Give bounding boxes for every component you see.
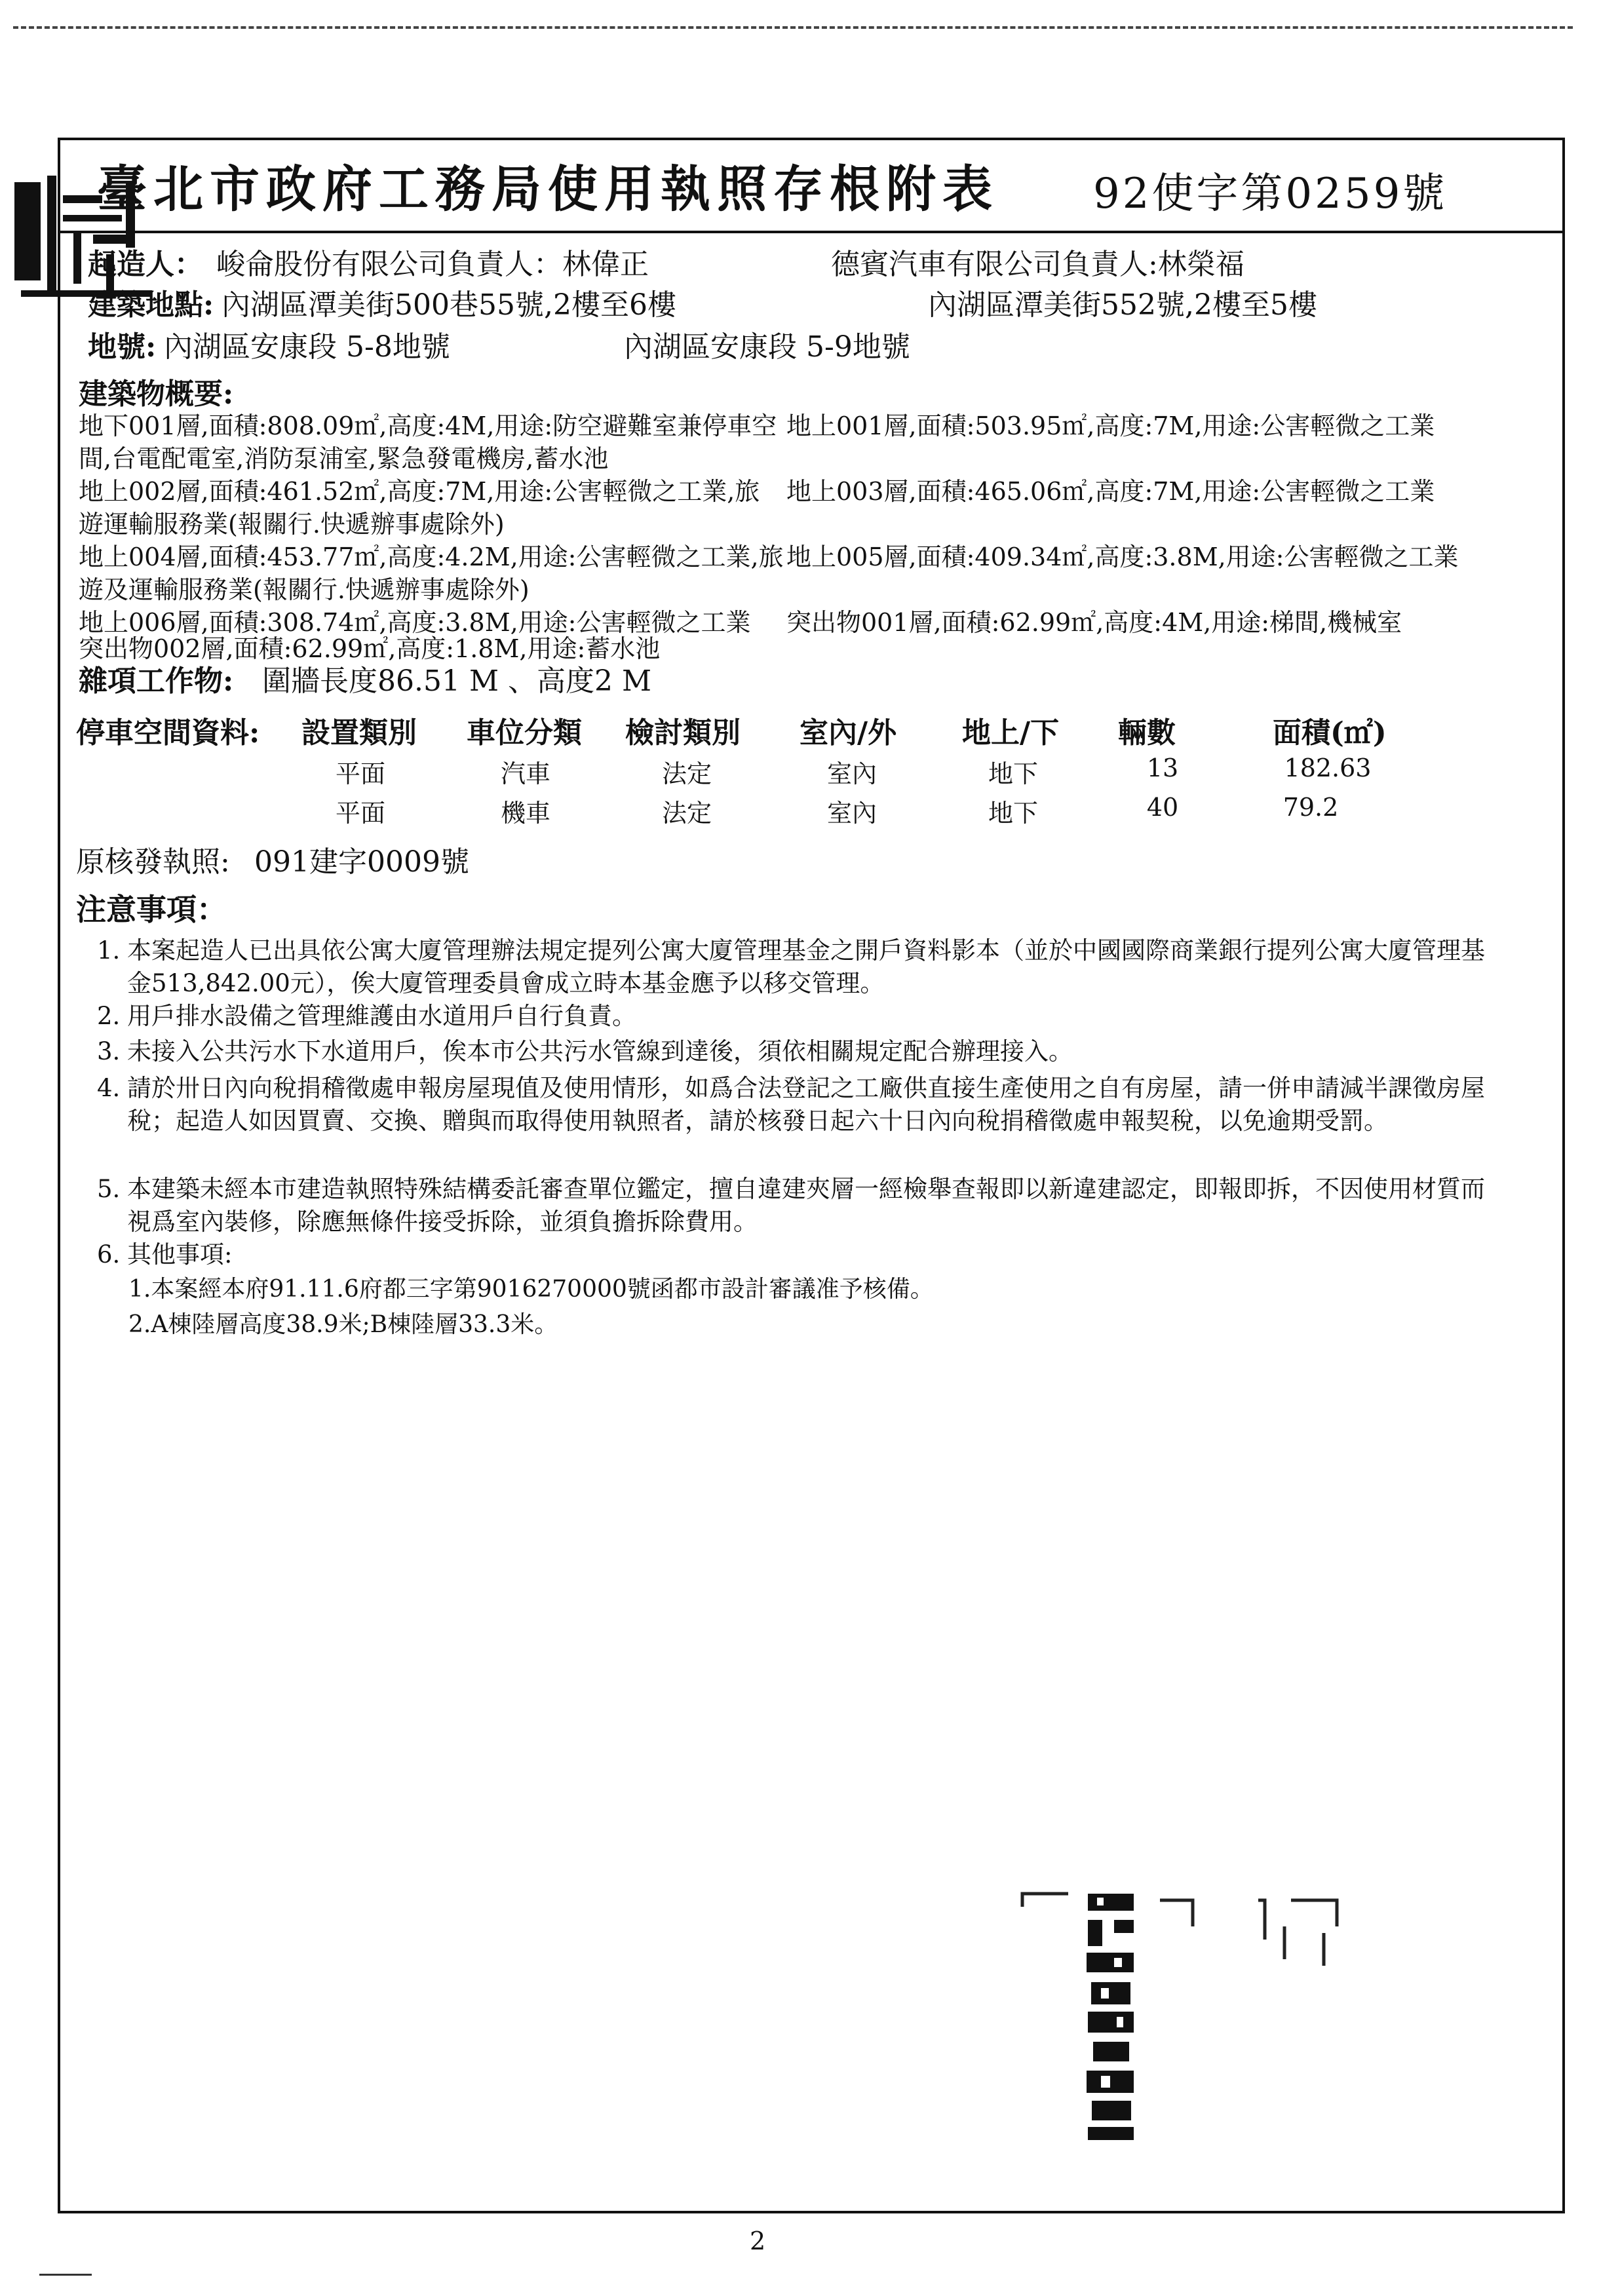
overview-line: 地上002層,面積:461.52㎡,高度:7M,用途:公害輕微之工業,旅 [79, 477, 760, 506]
top-dashed-rule [13, 26, 1573, 29]
parking-cell: 法定 [661, 759, 712, 788]
applicant-left: 峻侖股份有限公司負責人：林偉正 [216, 248, 649, 281]
parking-cell: 40 [1146, 793, 1179, 822]
parking-cell: 汽車 [500, 759, 551, 788]
note-text: 本案起造人已出具依公寓大廈管理辦法規定提列公寓大廈管理基金之開戶資料影本（並於中國國際商業銀行提列公寓大廈管理基金513,842.00元），俟大廈管理委員會成立時本基金應予以移交管理。 [127, 936, 1485, 997]
notes-label: 注意事項： [76, 892, 227, 927]
other-item: 1.本案經本府91.11.6府都三字第9016270000號函都市設計審議准予核備。 [128, 1276, 934, 1303]
note-number: 6. [97, 1240, 121, 1269]
site-label: 建築地點: [88, 288, 214, 322]
site-left: 內湖區潭美街500巷55號,2樓至6樓 [222, 288, 676, 322]
site-right: 內湖區潭美街552號,2樓至5樓 [928, 288, 1317, 322]
note-text: 請於卅日內向稅捐稽徵處申報房屋現值及使用情形，如爲合法登記之工廠供直接生產使用之自有房屋，請一併申請減半課徵房屋稅；起造人如因買賣、交換、贈與而取得使用執照者，請於核發日起六十日內向稅捐稽徵處申報契稅，以免逾期受罰。 [127, 1074, 1485, 1135]
bottom-margin-mark [39, 2274, 92, 2276]
other-item: 2.A棟陸層高度38.9米;B棟陸層33.3米。 [128, 1311, 558, 1338]
original-permit-label: 原核發執照: [76, 845, 230, 879]
misc-value: 圍牆長度86.51 M 、高度2 M [262, 664, 652, 698]
overview-line: 突出物001層,面積:62.99㎡,高度:4M,用途:梯間,機械室 [786, 608, 1402, 637]
overview-label: 建築物概要: [79, 377, 234, 411]
overview-line: 遊及運輸服務業(報關行.快遞辦事處除外) [79, 575, 530, 604]
note-text: 用戶排水設備之管理維護由水道用戶自行負責。 [127, 1002, 636, 1030]
overview-line: 地下001層,面積:808.09㎡,高度:4M,用途:防空避難室兼停車空 [79, 411, 777, 440]
parking-cell: 地下 [988, 799, 1039, 828]
parking-cell: 平面 [335, 799, 386, 828]
note-number: 2. [97, 1002, 121, 1030]
note-number: 1. [97, 936, 121, 965]
approval-seal-icon [1009, 1887, 1402, 2149]
note-text: 未接入公共污水下水道用戶，俟本市公共污水管線到達後，須依相關規定配合辦理接入。 [127, 1037, 1073, 1065]
parking-cell: 182.63 [1284, 754, 1372, 782]
parking-header: 設置類別 [301, 716, 417, 750]
parking-cell: 機車 [500, 799, 551, 828]
overview-line: 間,台電配電室,消防泵浦室,緊急發電機房,蓄水池 [79, 444, 609, 473]
overview-line: 地上003層,面積:465.06㎡,高度:7M,用途:公害輕微之工業 [786, 477, 1435, 506]
applicant-right: 德賓汽車有限公司負責人:林榮福 [831, 248, 1244, 281]
parking-cell: 13 [1146, 754, 1179, 782]
overview-line: 地上005層,面積:409.34㎡,高度:3.8M,用途:公害輕微之工業 [786, 543, 1459, 571]
original-permit-value: 091建字0009號 [254, 845, 469, 879]
note-number: 3. [97, 1037, 121, 1065]
overview-line: 遊運輸服務業(報關行.快遞辦事處除外) [79, 510, 505, 539]
document-title: 臺北市政府工務局使用執照存根附表 [97, 160, 999, 218]
parking-cell: 室內 [826, 799, 878, 828]
header-divider [58, 231, 1565, 233]
overview-line: 地上004層,面積:453.77㎡,高度:4.2M,用途:公害輕微之工業,旅 [79, 543, 784, 571]
overview-line: 地上006層,面積:308.74㎡,高度:3.8M,用途:公害輕微之工業 [79, 608, 751, 637]
parking-header: 輛數 [1118, 716, 1176, 750]
misc-label: 雜項工作物: [79, 664, 234, 698]
parking-header: 檢討類別 [625, 716, 741, 750]
page-number: 2 [750, 2227, 766, 2255]
parking-cell: 室內 [826, 759, 878, 788]
lot-left: 內湖區安康段 5-8地號 [164, 330, 450, 364]
permit-number: 92使字第0259號 [1093, 170, 1448, 218]
overview-line: 地上001層,面積:503.95㎡,高度:7M,用途:公害輕微之工業 [786, 411, 1435, 440]
note-number: 5. [97, 1175, 121, 1203]
parking-header: 車位分類 [467, 716, 582, 750]
applicant-label: 起造人： [88, 248, 203, 281]
parking-label: 停車空間資料: [76, 716, 260, 750]
parking-header: 面積(㎡) [1273, 716, 1387, 750]
parking-cell: 法定 [661, 799, 712, 828]
parking-cell: 平面 [335, 759, 386, 788]
note-text: 本建築未經本市建造執照特殊結構委託審查單位鑑定，擅自違建夾層一經檢舉查報即以新違建認定，即報即拆，不因使用材質而視爲室內裝修，除應無條件接受拆除，並須負擔拆除費用。 [127, 1175, 1485, 1236]
note-text: 其他事項: [127, 1240, 233, 1269]
parking-header: 室內/外 [800, 716, 897, 750]
parking-cell: 地下 [988, 759, 1039, 788]
parking-header: 地上/下 [962, 716, 1060, 750]
note-number: 4. [97, 1074, 121, 1102]
lot-label: 地號: [88, 330, 157, 364]
lot-right: 內湖區安康段 5-9地號 [624, 330, 910, 364]
parking-cell: 79.2 [1282, 793, 1339, 822]
overview-line: 突出物002層,面積:62.99㎡,高度:1.8M,用途:蓄水池 [79, 634, 661, 663]
